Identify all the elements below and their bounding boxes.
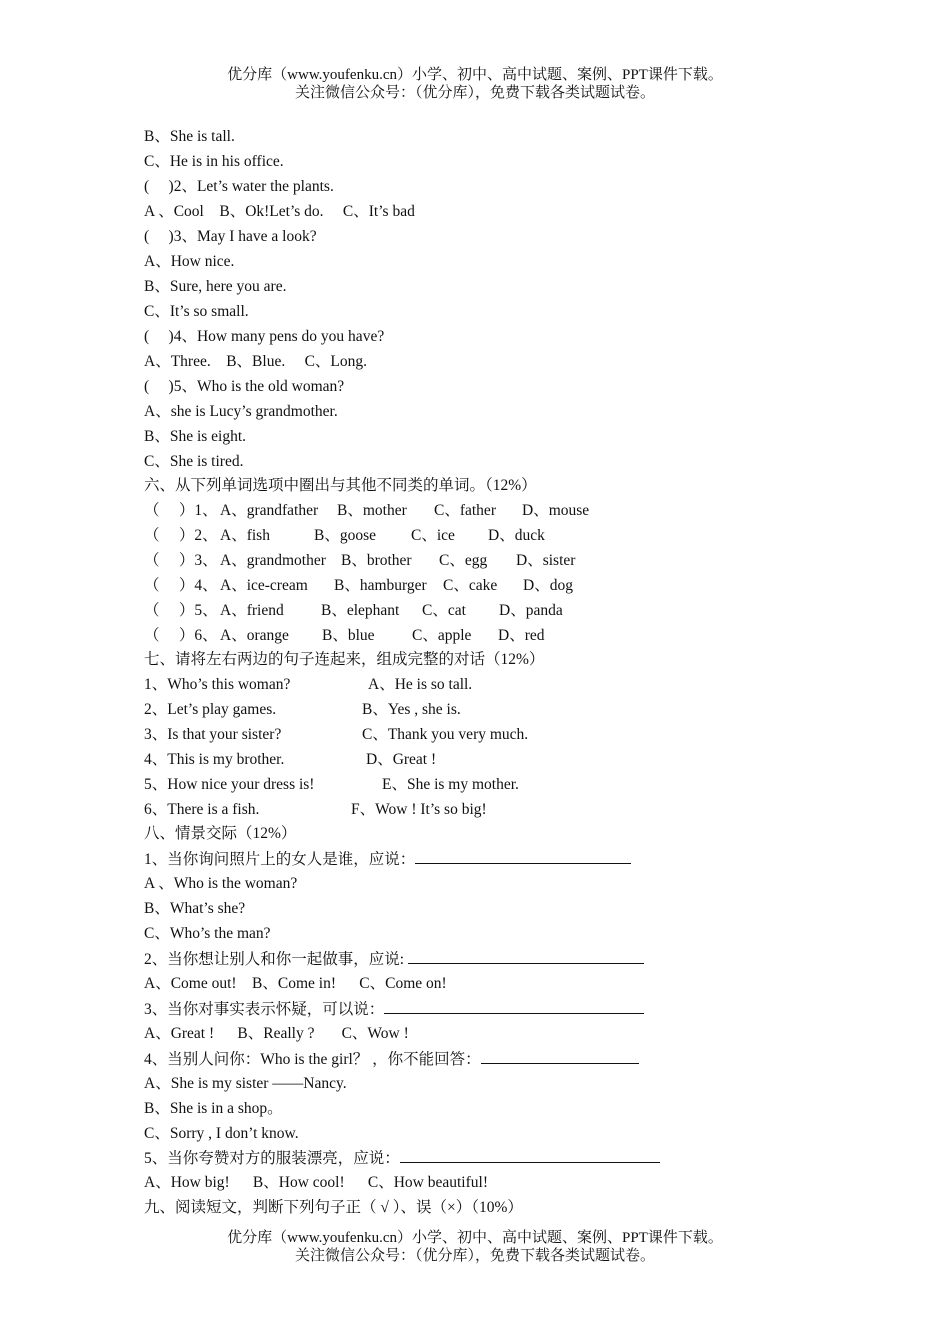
options-line: A 、Cool B、Ok!Let’s do. C、It’s bad [144,203,415,220]
option-d: D、sister [516,552,576,569]
option-a: A、grandmother [220,552,326,569]
list-item: B、She is eight. [144,428,247,445]
list-item: C、Who’s the man? [144,925,271,942]
option-a: A、ice-cream [220,577,308,594]
section-title: 七、请将左右两边的句子连起来，组成完整的对话（12%） [144,651,545,668]
footer-line-2: 关注微信公众号：（优分库），免费下载各类试题试卷。 [294,1248,655,1264]
answer-blank [384,999,644,1014]
answer-blank [408,949,644,964]
question-text: 1、当你询问照片上的女人是谁，应说： [144,851,416,868]
match-left: 2、Let’s play games. [144,701,277,718]
table-row [144,526,644,546]
option-a: A、fish [220,527,270,544]
option-c: C、apple [412,627,472,644]
match-right: A、He is so tall. [368,676,473,693]
option-d: D、duck [488,527,545,544]
option-c: C、cat [422,602,466,619]
option-b: B、mother [337,502,407,519]
table-row [144,601,644,621]
option-d: D、panda [499,602,563,619]
row-number: （ ）1、 [144,502,218,519]
list-item: A、she is Lucy’s grandmother. [144,403,338,420]
match-row [144,725,564,745]
match-right: F、Wow ! It’s so big! [351,801,487,818]
row-number: （ ）3、 [144,552,218,569]
header-line-2: 关注微信公众号：（优分库），免费下载各类试题试卷。 [294,85,655,101]
match-left: 6、There is a fish. [144,801,260,818]
page-footer [0,1229,950,1265]
table-row [144,501,644,521]
list-item: A、How nice. [144,253,235,270]
section-title: 八、情景交际（12%） [144,825,297,842]
question-text: 3、当你对事实表示怀疑，可以说： [144,1001,385,1018]
question-item [144,849,631,870]
option-d: D、mouse [522,502,590,519]
section-title: 九、阅读短文，判断下列句子正（ √ ）、误（×）（10%） [144,1199,523,1216]
question-item: ( )3、May I have a look? [144,228,317,245]
match-row [144,675,564,695]
table-row [144,576,644,596]
option-d: D、dog [523,577,573,594]
option-b: B、goose [314,527,377,544]
option-b: B、elephant [321,602,400,619]
match-left: 3、Is that your sister? [144,726,282,743]
question-text: 2、当你想让别人和你一起做事，应说: [144,951,408,968]
match-row [144,700,564,720]
match-row [144,775,564,795]
option-d: D、red [498,627,545,644]
match-right: D、Great ! [366,751,437,768]
option-c: C、father [434,502,496,519]
match-row [144,800,564,820]
question-item: ( )2、Let’s water the plants. [144,178,334,195]
option-a: A、friend [220,602,284,619]
question-item [144,949,644,970]
header-line-1: 优分库（www.youfenku.cn）小学、初中、高中试题、案例、PPT课件下载。 [227,67,723,83]
match-left: 1、Who’s this woman? [144,676,291,693]
option-c: C、ice [411,527,455,544]
match-right: C、Thank you very much. [362,726,529,743]
answer-blank [415,849,631,864]
match-right: B、Yes , she is. [362,701,461,718]
option-c: C、egg [439,552,488,569]
list-item: B、What’s she? [144,900,246,917]
options-line: A、Come out! B、Come in! C、Come on! [144,975,447,992]
question-text: 5、当你夸赞对方的服装漂亮，应说： [144,1150,400,1167]
row-number: （ ）6、 [144,627,218,644]
options-line: A、Three. B、Blue. C、Long. [144,353,368,370]
list-item: C、It’s so small. [144,303,249,320]
answer-blank [481,1049,639,1064]
list-item: A、She is my sister ——Nancy. [144,1075,347,1092]
list-item: C、He is in his office. [144,153,284,170]
page-header [0,66,950,102]
question-item: ( )4、How many pens do you have? [144,328,385,345]
table-row [144,551,644,571]
list-item: C、Sorry , I don’t know. [144,1125,299,1142]
match-right: E、She is my mother. [382,776,519,793]
question-item [144,1148,660,1169]
question-text: 4、当别人问你：Who is the girl？ ，你不能回答： [144,1051,481,1068]
match-left: 4、This is my brother. [144,751,285,768]
option-b: B、blue [322,627,375,644]
options-line: A、Great ! B、Really ? C、Wow ! [144,1025,409,1042]
match-left: 5、How nice your dress is! [144,776,315,793]
row-number: （ ）4、 [144,577,218,594]
match-row [144,750,564,770]
question-item [144,999,644,1020]
list-item: B、She is tall. [144,128,235,145]
row-number: （ ）5、 [144,602,218,619]
option-c: C、cake [443,577,498,594]
question-item [144,1049,639,1070]
option-b: B、brother [341,552,412,569]
answer-blank [400,1148,660,1163]
option-b: B、hamburger [334,577,427,594]
option-a: A、grandfather [220,502,319,519]
list-item: C、She is tired. [144,453,244,470]
section-title: 六、从下列单词选项中圈出与其他不同类的单词。（12%） [144,477,537,494]
list-item: B、Sure, here you are. [144,278,287,295]
table-row [144,626,644,646]
list-item: B、She is in a shop。 [144,1100,283,1117]
footer-line-1: 优分库（www.youfenku.cn）小学、初中、高中试题、案例、PPT课件下载。 [227,1230,723,1246]
option-a: A、orange [220,627,289,644]
list-item: A 、Who is the woman? [144,875,298,892]
row-number: （ ）2、 [144,527,218,544]
options-line: A、How big! B、How cool! C、How beautiful! [144,1174,488,1191]
question-item: ( )5、Who is the old woman? [144,378,345,395]
